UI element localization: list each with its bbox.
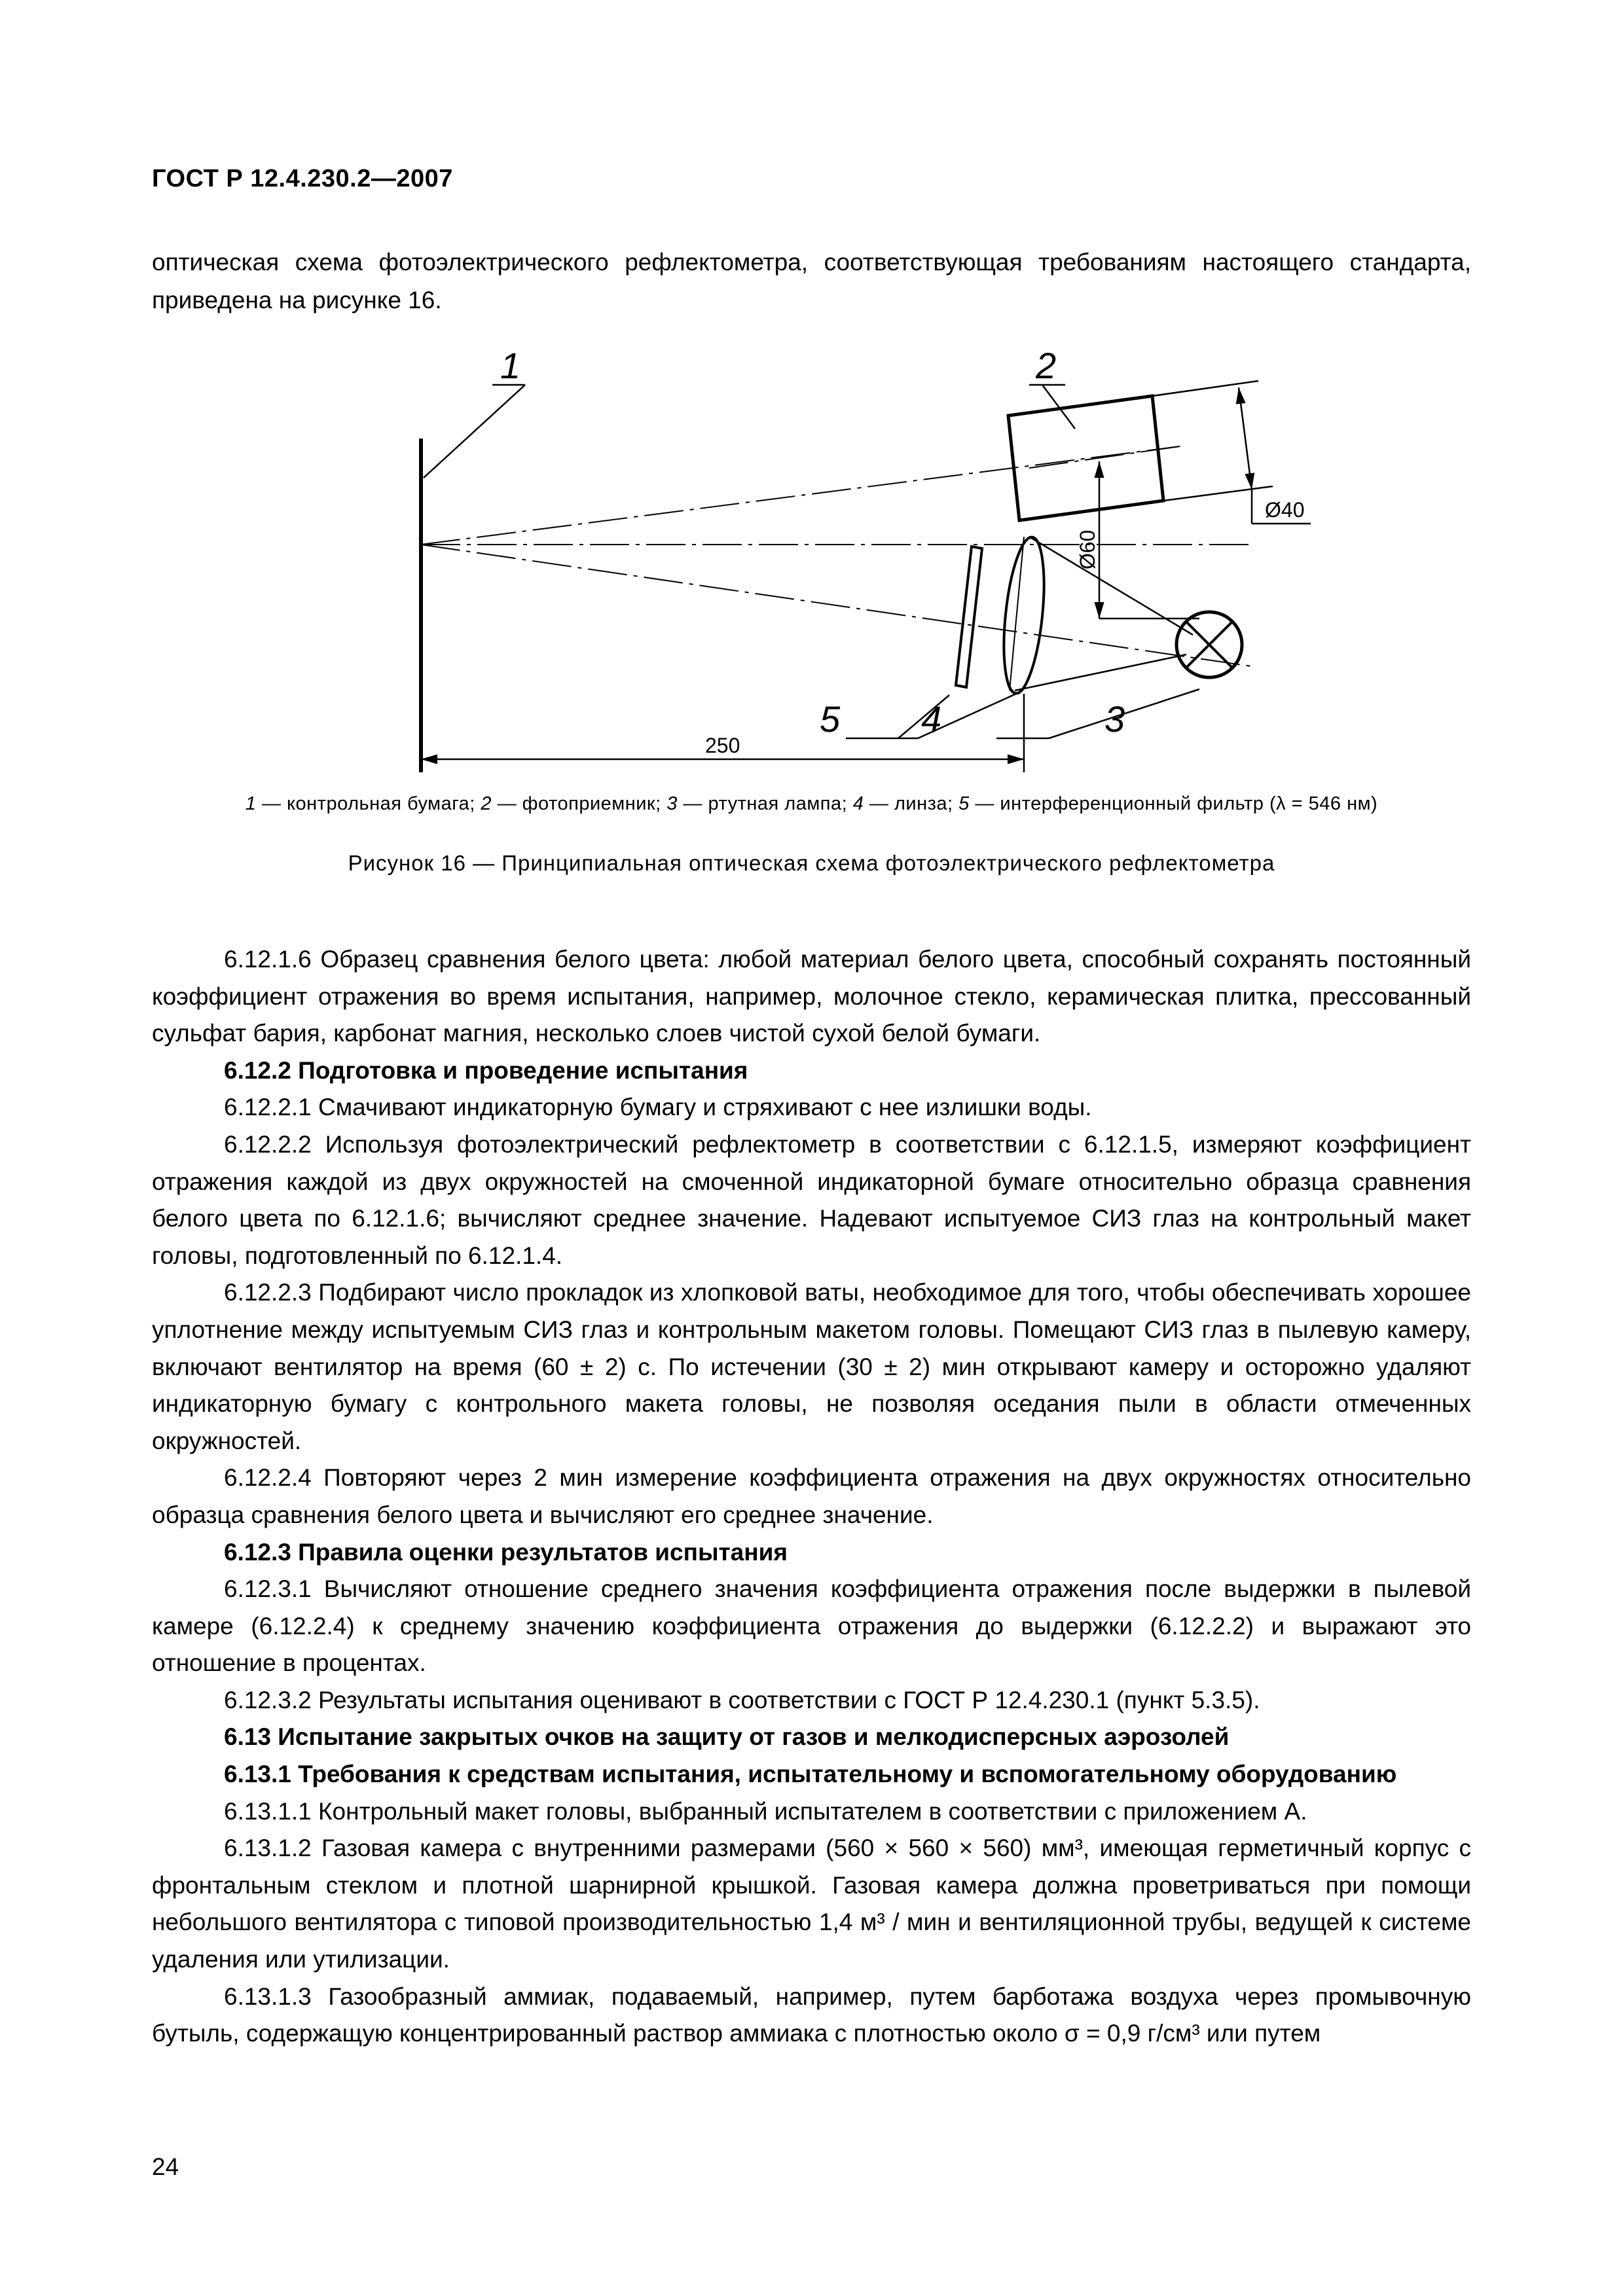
standard-header: ГОСТ Р 12.4.230.2—2007 [152, 165, 453, 192]
intro-paragraph: оптическая схема фотоэлектрического рефлектометра, соответствующая требованиям настоящего стандарта, приведена на рисунке 16. [152, 249, 1471, 314]
legend-item-1: 1 — контрольная бумага; [245, 793, 481, 814]
page-number: 24 [152, 2153, 179, 2180]
body-text [152, 941, 1471, 2053]
paragraph: 6.12.1.6 Образец сравнения белого цвета: любой материал белого цвета, способный сохранять постоянный коэффициент отражения во время испытания, например, молочное стекло, керамическая плитка, прессованный сульфат бария, карбонат магния, несколько слоев чистой сухой белой бумаги. [152, 946, 1471, 1047]
section-heading: 6.12.2 Подготовка и проведение испытания [224, 1056, 748, 1084]
ray-to-lamp [421, 545, 1252, 666]
reflectometer-diagram [152, 340, 1471, 772]
interference-filter [956, 547, 982, 687]
label-1: 1 [500, 345, 521, 386]
label-2: 2 [1036, 345, 1057, 386]
figure-caption: Рисунок 16 — Принципиальная оптическая схема фотоэлектрического рефлектометра [348, 851, 1275, 875]
lens [998, 535, 1051, 696]
paragraph: 6.12.3.1 Вычисляют отношение среднего значения коэффициента отражения после выдержки в пылевой камере (6.12.2.4) к среднему значению коэффициента отражения до выдержки (6.12.2.2) и выражают это отношение в процентах. [152, 1575, 1471, 1677]
figure-legend [152, 793, 1471, 815]
legend-item-2: 2 — фотоприемник; [481, 793, 667, 814]
paragraph: 6.13.1.1 Контрольный макет головы, выбранный испытателем в соответствии с приложением А. [224, 1797, 1307, 1825]
paragraph: 6.12.3.2 Результаты испытания оценивают в соответствии с ГОСТ Р 12.4.230.1 (пункт 5.3.5). [224, 1686, 1260, 1713]
label-3: 3 [1104, 698, 1125, 740]
paragraph: 6.12.2.3 Подбирают число прокладок из хлопковой ваты, необходимое для того, чтобы обеспечивать хорошее уплотнение между испытуемым СИЗ глаз и контрольным макетом головы. Помещают СИЗ глаз в пылевую камеру, включают вентилятор на время (60 ± 2) с. По истечении (30 ± 2) мин открывают камеру и осторожно удаляют индикаторную бумагу с контрольного макета головы, не позволяя оседания пыли в области отмеченных окружностей. [152, 1279, 1471, 1454]
paragraph: 6.12.2.1 Смачивают индикаторную бумагу и стряхивают с нее излишки воды. [224, 1094, 1092, 1121]
legend-item-5: 5 — интерференционный фильтр (λ = 546 нм) [958, 793, 1378, 814]
dim-250-label: 250 [705, 734, 740, 757]
dim-40-label: Ø40 [1265, 498, 1305, 522]
paragraph: 6.13.1.2 Газовая камера с внутренними размерами (560 × 560 × 560) мм³, имеющая герметичный корпус с фронтальным стеклом и плотной шарнирной крышкой. Газовая камера должна проветриваться при помощи небольшого вентилятора с типовой производительностью 1,4 м³ / мин и вентиляционной трубы, ведущей к системе удаления или утилизации. [152, 1835, 1471, 1973]
section-heading: 6.13 Испытание закрытых очков на защиту от газов и мелкодисперсных аэрозолей [224, 1723, 1230, 1751]
paragraph: 6.13.1.3 Газообразный аммиак, подаваемый, например, путем барботажа воздуха через промывочную бутыль, содержащую концентрированный раствор аммиака с плотностью около σ = 0,9 г/см³ или путем [152, 1982, 1471, 2047]
ray-to-photodetector [421, 446, 1180, 545]
paragraph: 6.12.2.2 Используя фотоэлектрический рефлектометр в соответствии с 6.12.1.5, измеряют коэффициент отражения каждой из двух окружностей на смоченной индикаторной бумаге относительно образца сравнения белого цвета по 6.12.1.6; вычисляют среднее значение. Надевают испытуемое СИЗ глаз на контрольный макет головы, подготовленный по 6.12.1.4. [152, 1130, 1471, 1269]
label-4: 4 [921, 698, 942, 740]
legend-item-4: 4 — линза; [852, 793, 959, 814]
dim-40-line [1239, 387, 1252, 490]
paragraph: 6.12.2.4 Повторяют через 2 мин измерение коэффициента отражения на двух окружностях относительно образца сравнения белого цвета и вычисляют его среднее значение. [152, 1464, 1471, 1528]
legend-item-3: 3 — ртутная лампа; [666, 793, 853, 814]
section-heading: 6.12.3 Правила оценки результатов испытания [224, 1538, 788, 1566]
section-heading: 6.13.1 Требования к средствам испытания, испытательному и вспомогательному оборудованию [224, 1761, 1397, 1788]
dim-60-label: Ø60 [1076, 529, 1099, 569]
label-5: 5 [820, 698, 841, 740]
photodetector [1008, 396, 1163, 520]
